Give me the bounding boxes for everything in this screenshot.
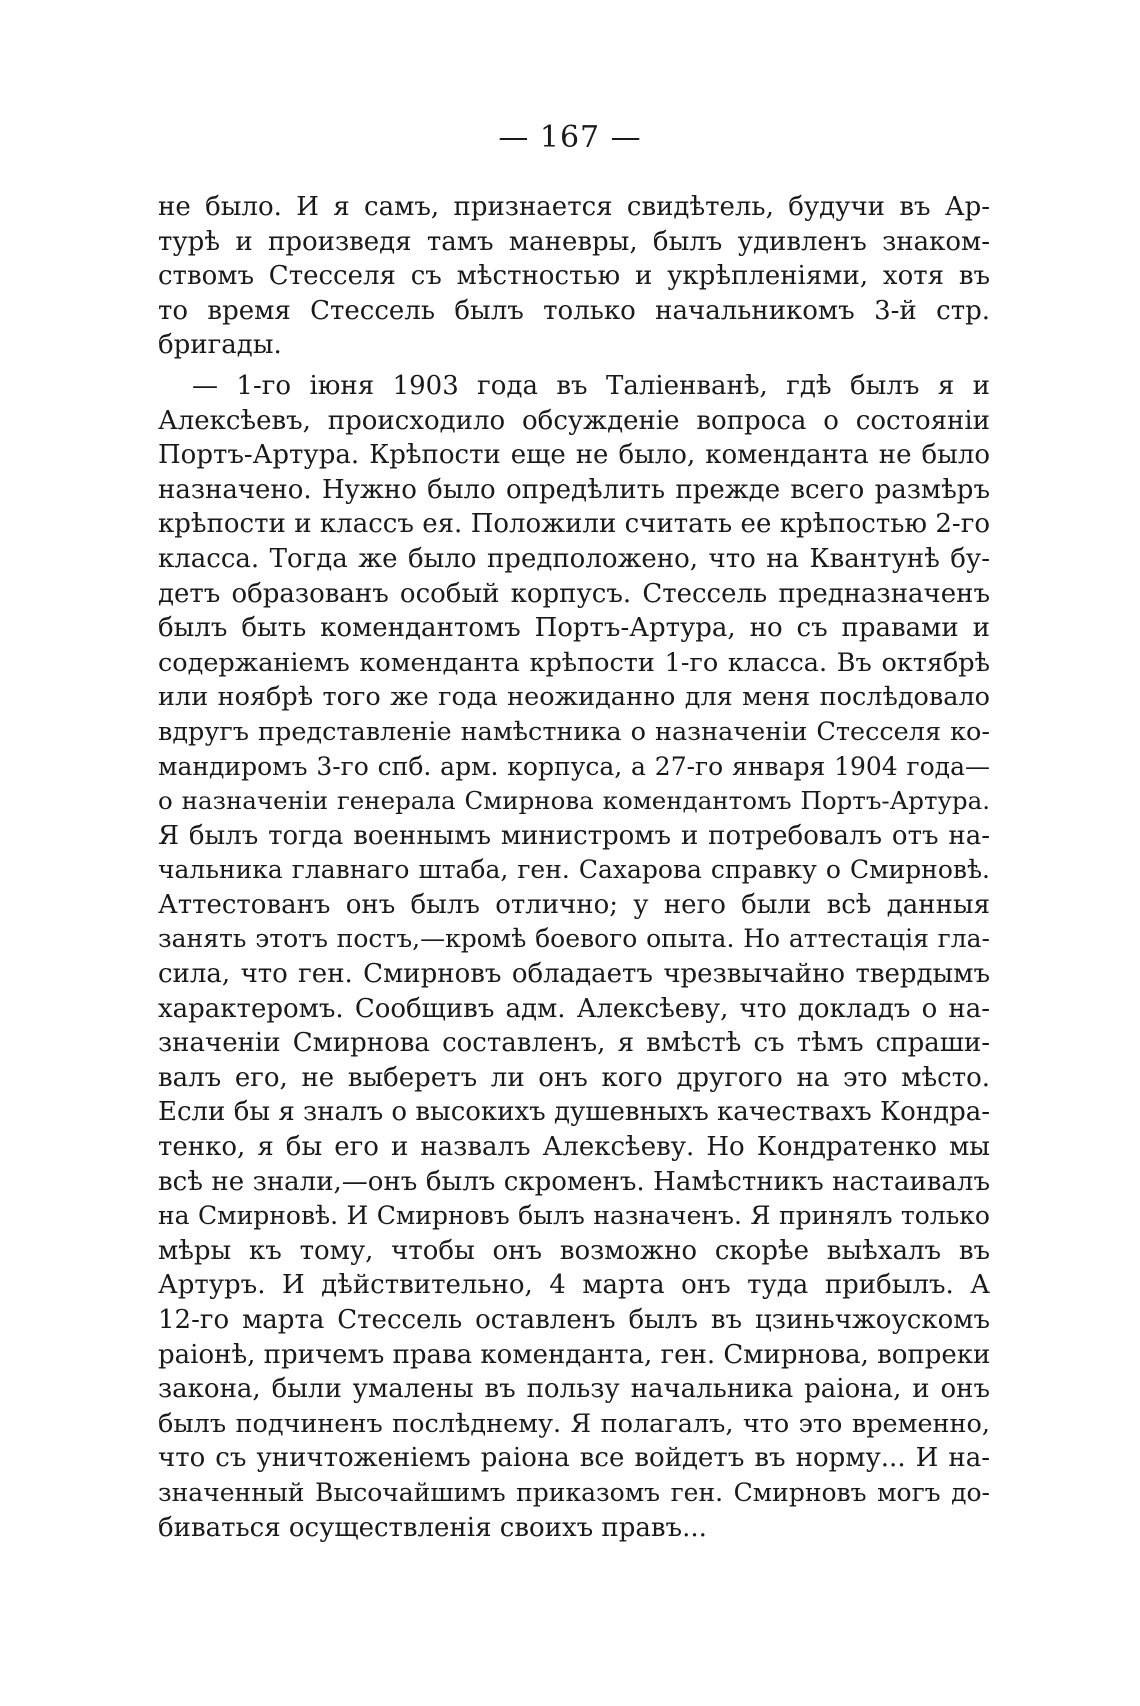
text-line: Аттестованъ онъ былъ отлично; у него были всѣ данныя [158,889,990,920]
text-line: вдругъ представленіе намѣстника о назначеніи Стесселя ко- [158,716,990,747]
text-line: что съ уничтоженіемъ раіона все войдетъ въ норму... И на- [158,1443,990,1474]
text-line: Если бы я зналъ о высокихъ душевныхъ качествахъ Кондра- [158,1097,990,1128]
text-line: валъ его, не выберетъ ли онъ кого другого на это мѣсто. [158,1062,990,1093]
text-line: крѣпости и классъ ея. Положили считать ее крѣпостью 2-го [158,509,990,540]
text-line: всѣ не знали,—онъ былъ скроменъ. Намѣстникъ настаивалъ [158,1166,990,1197]
text-line: — 1-го іюня 1903 года въ Таліенванѣ, гдѣ былъ я и [192,370,990,401]
text-line: сила, что ген. Смирновъ обладаетъ чрезвычайно твердымъ [158,959,990,990]
text-line: характеромъ. Сообщивъ адм. Алексѣеву, что докладъ о на- [158,993,990,1024]
text-line: мандиромъ 3-го спб. арм. корпуса, а 27-го января 1904 года— [158,751,990,781]
text-line: значеніи Смирнова составленъ, я вмѣстѣ съ тѣмъ спраши- [158,1028,990,1059]
text-line: раіонѣ, причемъ права коменданта, ген. Смирнова, вопреки [158,1339,991,1370]
text-line: биваться осуществленія своихъ правъ... [158,1512,707,1543]
text-line: или ноябрѣ того же года неожиданно для меня послѣдовало [158,682,990,713]
text-line: занять этотъ постъ,—кромѣ боевого опыта. Но аттестація гла- [158,924,990,954]
text-line: не было. И я самъ, признается свидѣтель, будучи въ Ар- [158,192,990,222]
text-line: Я былъ тогда военнымъ министромъ и потребовалъ отъ на- [158,820,990,851]
page-number: — 167 — [498,120,642,155]
text-line: чальника главнаго штаба, ген. Сахарова справку о Смирновѣ. [158,855,990,885]
text-line: закона, были умалены въ пользу начальника раіона, и онъ [158,1374,990,1405]
body-text [158,190,990,1545]
text-line: содержаніемъ коменданта крѣпости 1-го класса. Въ октябрѣ [158,647,990,678]
text-line: класса. Тогда же было предположено, что на Квантунѣ бу- [158,543,990,574]
text-line: былъ подчиненъ послѣднему. Я полагалъ, что это временно, [158,1408,990,1439]
text-line: на Смирновѣ. И Смирновъ былъ назначенъ. Я принялъ только [158,1201,990,1231]
text-line: то время Стессель былъ только начальникомъ 3-й стр. [158,295,990,326]
text-line: о назначеніи генерала Смирнова комендантомъ Портъ-Артура. [158,786,990,816]
text-line: Алексѣевъ, происходило обсужденіе вопроса о состояніи [158,405,990,436]
text-line: мѣры къ тому, чтобы онъ возможно скорѣе выѣхалъ въ [158,1235,990,1266]
text-line: бригады. [158,330,282,361]
text-line: Артуръ. И дѣйствительно, 4 марта онъ туда прибылъ. А [158,1270,990,1301]
paragraph-1 [158,190,990,363]
text-line: былъ быть комендантомъ Портъ-Артура, но съ правами и [158,613,990,644]
text-line: ствомъ Стесселя съ мѣстностью и укрѣпленіями, хотя въ [158,261,990,292]
text-line: тенко, я бы его и назвалъ Алексѣеву. Но Кондратенко мы [158,1132,990,1163]
text-line: Портъ-Артура. Крѣпости еще не было, коменданта не было [158,440,990,471]
text-line: значенный Высочайшимъ приказомъ ген. Смирновъ могъ до- [158,1477,990,1507]
text-line: 12-го марта Стессель оставленъ былъ въ цзиньчжоускомъ [158,1305,990,1335]
text-line: турѣ и произведя тамъ маневры, былъ удивленъ знаком- [158,226,990,257]
text-line: детъ образованъ особый корпусъ. Стессель предназначенъ [158,578,990,609]
paragraph-2 [158,369,990,1545]
text-line: назначено. Нужно было опредѣлить прежде всего размѣръ [158,474,990,505]
